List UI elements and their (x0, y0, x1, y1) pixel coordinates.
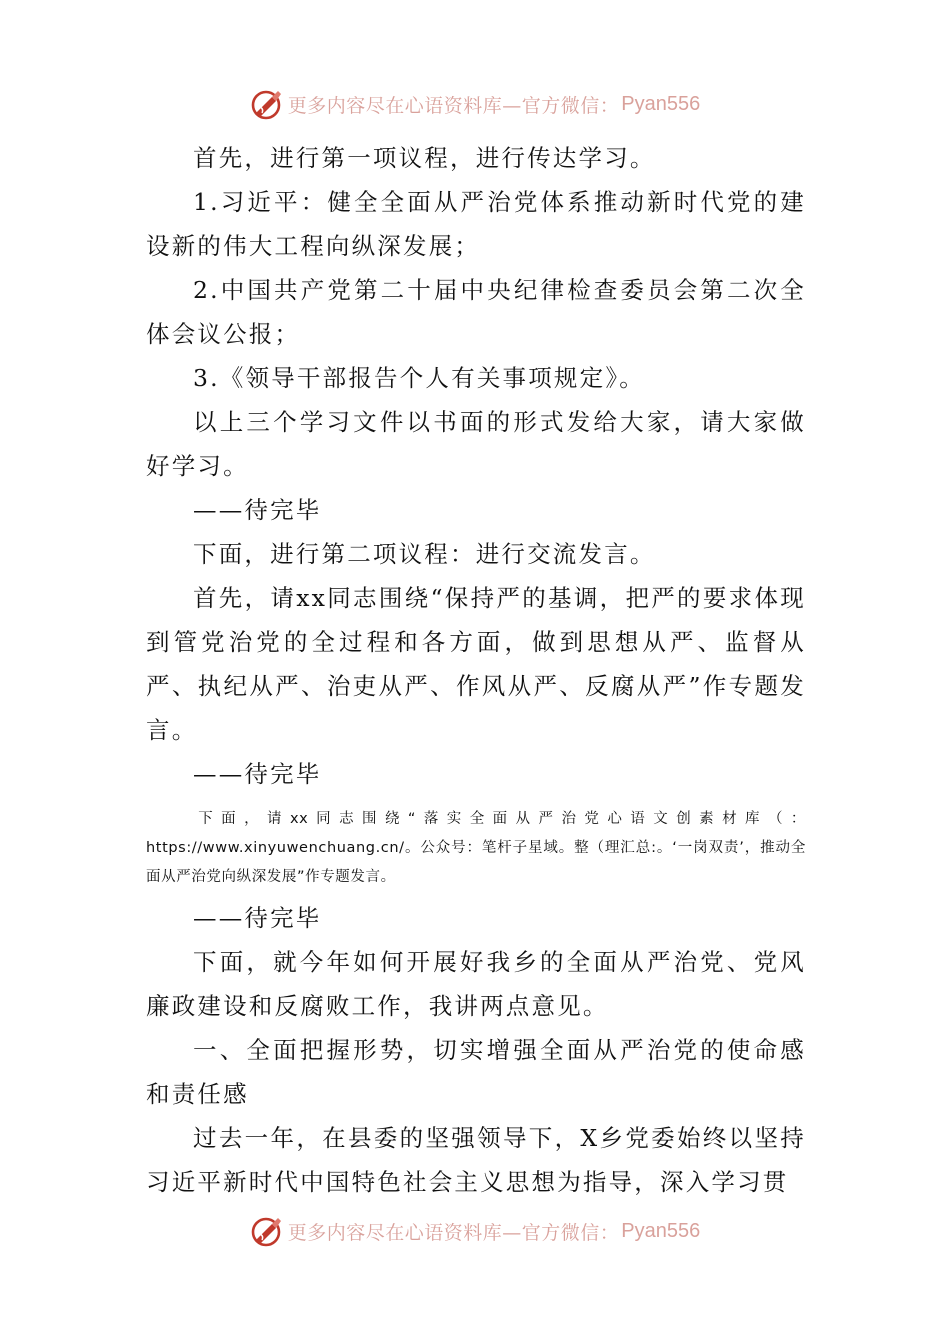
paragraph: ——待完毕 (193, 904, 322, 932)
inserted-ad-paragraph: 下面，请xx同志围绕“落实全面从严治党心语文创素材库（：https://www.xinyuwenchuang.cn/。公众号：笔杆子星域。整（理汇总:。‘一岗双责’，推动全面从严治党向纵深发展”作专题发言。 (146, 811, 806, 885)
paragraph: ——待完毕 (193, 760, 322, 788)
watermark-text: 更多内容尽在心语资料库—官方微信： (287, 94, 620, 117)
paragraph: 下面，进行第二项议程：进行交流发言。 (193, 540, 656, 568)
paragraph: 下面，就今年如何开展好我乡的全面从严治党、党风廉政建设和反腐败工作，我讲两点意见。 (146, 948, 806, 1020)
paragraph: 过去一年，在县委的坚强领导下，X乡党委始终以坚持习近平新时代中国特色社会主义思想为指导，深入学习贯 (146, 1124, 806, 1196)
paragraph: 2.中国共产党第二十届中央纪律检查委员会第二次全体会议公报； (146, 276, 806, 348)
watermark-text: 更多内容尽在心语资料库—官方微信： (287, 1221, 620, 1244)
paragraph: 以上三个学习文件以书面的形式发给大家，请大家做好学习。 (146, 408, 806, 480)
wechat-id: Pyan556 (621, 92, 701, 115)
pen-logo-icon (250, 1214, 284, 1248)
paragraph: ——待完毕 (193, 496, 322, 524)
wechat-id: Pyan556 (621, 1219, 701, 1242)
paragraph: 首先，请xx同志围绕“保持严的基调，把严的要求体现到管党治党的全过程和各方面，做到思想从严、监督从严、执纪从严、治吏从严、作风从严、反腐从严”作专题发言。 (146, 584, 806, 744)
header-watermark-banner (0, 84, 950, 124)
paragraph: 首先，进行第一项议程，进行传达学习。 (193, 144, 656, 172)
section-heading: 一、全面把握形势，切实增强全面从严治党的使命感和责任感 (146, 1036, 806, 1108)
pen-logo-icon (250, 87, 284, 121)
paragraph: 1.习近平：健全全面从严治党体系推动新时代党的建设新的伟大工程向纵深发展； (146, 188, 806, 260)
paragraph: 3.《领导干部报告个人有关事项规定》。 (193, 364, 645, 392)
footer-watermark-banner (0, 1211, 950, 1251)
document-body (146, 136, 806, 1204)
